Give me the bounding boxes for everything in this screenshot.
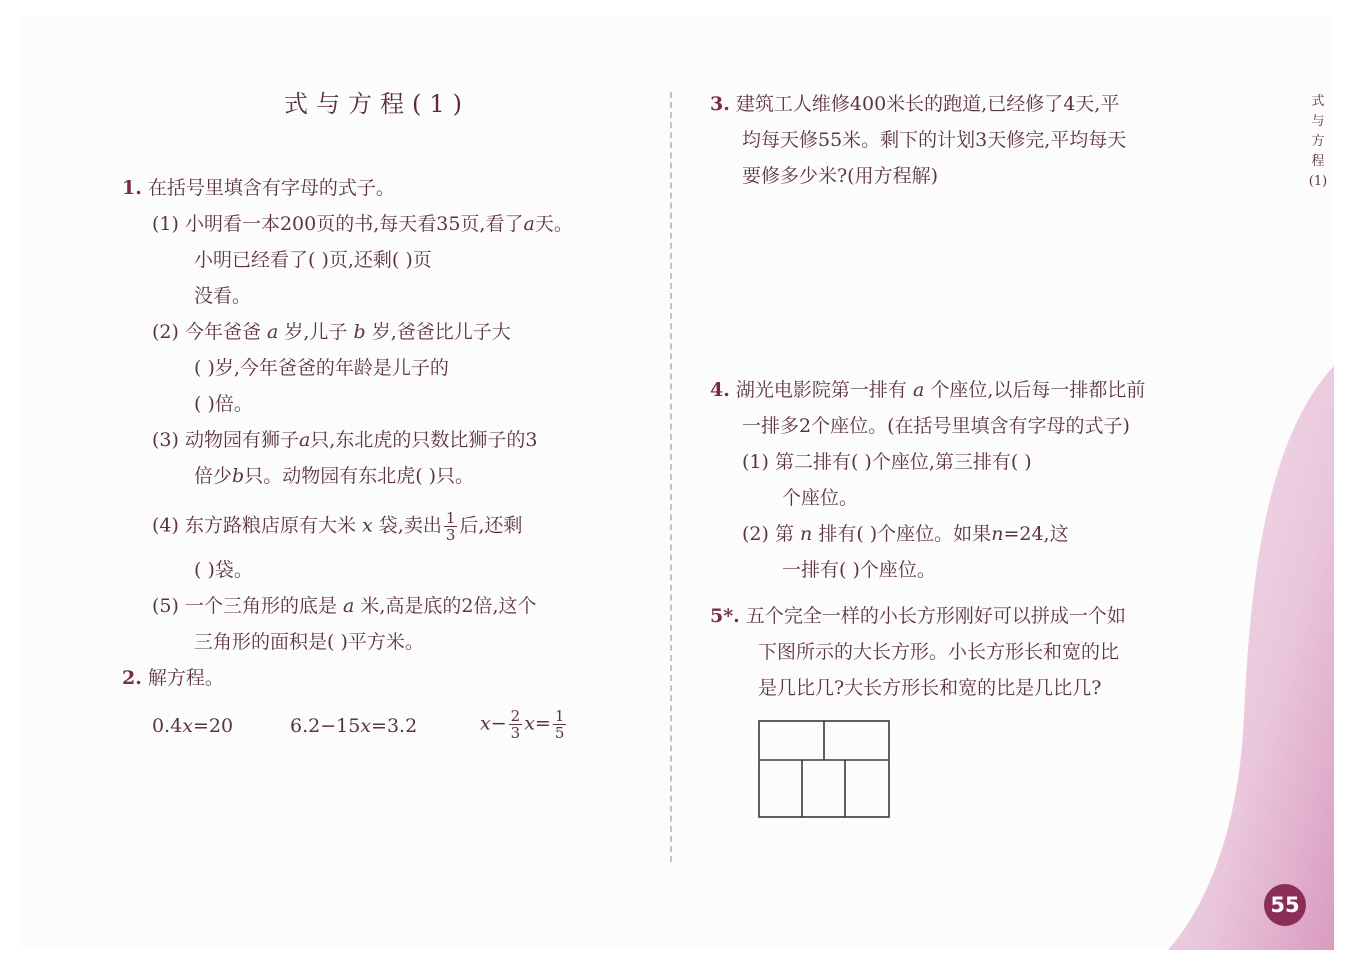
- text: 倍少: [194, 465, 233, 487]
- text: (2) 今年爸爸: [152, 321, 261, 343]
- side-title: 式与方程(1): [1308, 94, 1328, 189]
- numerator: 1: [554, 707, 565, 725]
- text: 0.4: [152, 715, 183, 737]
- text: 只。动物园有东北虎( )只。: [244, 465, 475, 487]
- text: 6.2−15: [290, 715, 361, 737]
- q1-part2-line3: ( )倍。: [194, 393, 253, 415]
- text: 袋,卖出: [378, 514, 442, 537]
- text: (4) 东方路粮店原有大米: [152, 514, 356, 537]
- q1-part4-line1: [152, 510, 522, 543]
- text: 排有( )个座位。如果: [818, 523, 992, 545]
- q4-part1-line1: (1) 第二排有( )个座位,第三排有( ): [742, 451, 1032, 473]
- variable: a: [267, 321, 279, 343]
- question-4-line1: [710, 378, 1145, 402]
- q4-part1-line2: 个座位。: [782, 487, 859, 509]
- question-1: [122, 176, 395, 200]
- q1-part2-line1: [152, 320, 511, 344]
- denominator: 3: [445, 526, 456, 544]
- question-3-line2: 均每天修55米。剩下的计划3天修完,平均每天: [742, 129, 1127, 151]
- text: (3) 动物园有狮子: [152, 429, 299, 451]
- rectangle-diagram: [758, 720, 890, 818]
- variable: a: [912, 379, 925, 401]
- question-number: 3.: [710, 93, 730, 115]
- variable: x: [480, 712, 491, 735]
- text: (1) 小明看一本200页的书,每天看35页,看了: [152, 213, 524, 235]
- page-divider: [670, 92, 672, 862]
- question-3-line3: 要修多少米?(用方程解): [742, 165, 939, 187]
- question-5-line2: 下图所示的大长方形。小长方形长和宽的比: [758, 641, 1120, 663]
- question-3-line1: [710, 92, 1119, 116]
- variable: x: [182, 715, 193, 737]
- text: (5) 一个三角形的底是: [152, 595, 337, 617]
- q1-part5-line1: [152, 594, 537, 618]
- question-number: 2.: [122, 667, 142, 689]
- q1-part3-line1: [152, 428, 537, 452]
- text: =: [534, 712, 551, 735]
- variable: b: [353, 321, 366, 343]
- fraction: [444, 510, 458, 543]
- question-number: 5*.: [710, 605, 740, 627]
- denominator: 3: [510, 724, 521, 742]
- text: 岁,儿子: [284, 321, 348, 343]
- question-text: 解方程。: [147, 667, 224, 689]
- text: =3.2: [371, 715, 418, 737]
- text: 个座位,以后每一排都比前: [930, 379, 1146, 401]
- q1-part1-line3: 没看。: [194, 285, 252, 307]
- variable: a: [298, 429, 311, 451]
- text: 五个完全一样的小长方形刚好可以拼成一个如: [745, 605, 1126, 627]
- q4-part2-line1: [742, 522, 1069, 546]
- numerator: 1: [445, 509, 456, 527]
- q1-part1-line1: [152, 212, 573, 236]
- workbook-page: [18, 16, 1334, 950]
- variable: x: [362, 514, 373, 537]
- q1-part4-line2: ( )袋。: [194, 559, 253, 581]
- denominator: 5: [554, 724, 565, 742]
- variable: b: [232, 465, 245, 487]
- numerator: 2: [510, 707, 521, 725]
- text: 建筑工人维修400米长的跑道,已经修了4天,平: [735, 93, 1120, 115]
- variable: n: [991, 523, 1004, 545]
- text: =24,这: [1003, 523, 1069, 545]
- question-4-line2: 一排多2个座位。(在括号里填含有字母的式子): [742, 415, 1130, 437]
- fraction: [509, 708, 523, 741]
- page-number: 55: [1264, 884, 1306, 926]
- q1-part3-line2: [194, 464, 474, 488]
- variable: n: [800, 523, 813, 545]
- text: 只,东北虎的只数比狮子的3: [310, 429, 538, 451]
- text: 湖光电影院第一排有: [735, 379, 907, 401]
- fraction: [553, 708, 567, 741]
- text: 岁,爸爸比儿子大: [371, 321, 511, 343]
- text: =20: [192, 715, 234, 737]
- text: 天。: [534, 213, 573, 235]
- question-2: [122, 666, 224, 690]
- question-number: 1.: [122, 177, 142, 199]
- equation-3: [480, 708, 568, 741]
- text: 后,还剩: [459, 514, 523, 537]
- variable: x: [360, 715, 372, 737]
- question-number: 4.: [710, 379, 730, 401]
- q1-part2-line2: ( )岁,今年爸爸的年龄是儿子的: [194, 357, 449, 379]
- q4-part2-line2: 一排有( )个座位。: [782, 559, 936, 581]
- question-5-line3: 是几比几?大长方形长和宽的比是几比几?: [758, 677, 1102, 699]
- q1-part5-line2: 三角形的面积是( )平方米。: [194, 631, 424, 653]
- equation-1: [152, 714, 233, 738]
- question-text: 在括号里填含有字母的式子。: [147, 177, 395, 199]
- question-5-line1: [710, 604, 1126, 628]
- variable: a: [343, 595, 355, 617]
- variable: a: [523, 213, 535, 235]
- page-title: 式与方程(1): [284, 90, 470, 118]
- text: −: [490, 712, 507, 735]
- text: 米,高是底的2倍,这个: [360, 595, 537, 617]
- equation-2: [290, 714, 417, 738]
- q1-part1-line2: 小明已经看了( )页,还剩( )页: [194, 249, 432, 271]
- text: (2) 第: [742, 523, 794, 545]
- variable: x: [524, 712, 535, 735]
